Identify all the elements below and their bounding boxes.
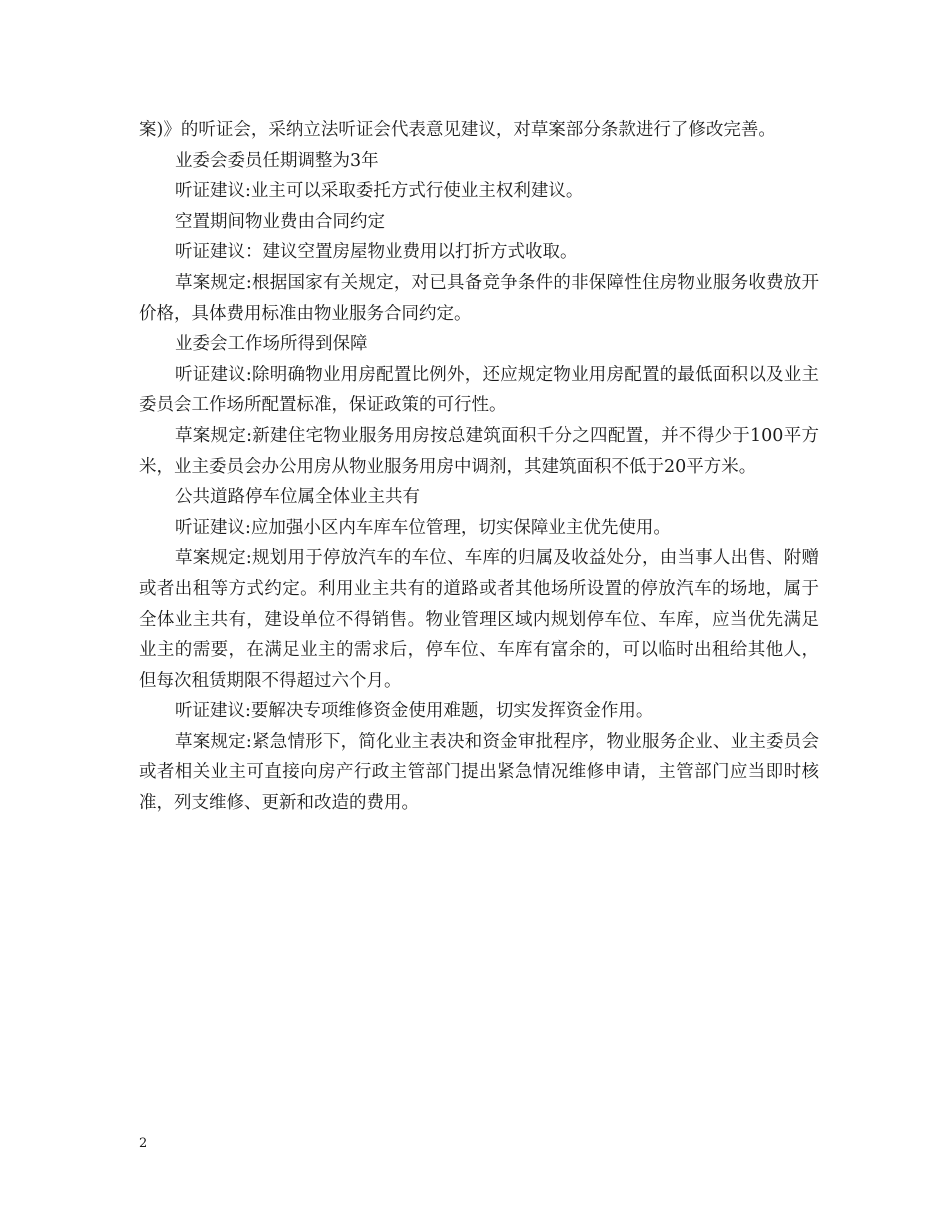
section-heading: 空置期间物业费由合同约定 [175,211,385,232]
section-heading: 业委会工作场所得到保障 [175,334,368,355]
paragraph: 案)》的听证会，采纳立法听证会代表意见建议，对草案部分条款进行了修改完善。 [139,120,776,140]
paragraph: 草案规定:根据国家有关规定，对已具备竞争条件的非保障性住房物业服务收费放开价格，具体费用标准由物业服务合同约定。 [139,272,819,324]
paragraph: 草案规定:规划用于停放汽车的车位、车库的归属及收益处分，由当事人出售、附赠或者出租等方式约定。利用业主共有的道路或者其他场所设置的停放汽车的场地，属于全体业主共有，建设单位不得销售。物业管理区域内规划停车位、车库，应当优先满足业主的需要，在满足业主的需求后，停车位、车库有富余的，可以临时出租给其他人，但每次租赁期限不得超过六个月。 [139,548,819,691]
paragraph: 草案规定:新建住宅物业服务用房按总建筑面积千分之四配置，并不得少于100平方米，业主委员会办公用房从物业服务用房中调剂，其建筑面积不低于20平方米。 [139,425,819,477]
paragraph: 听证建议:除明确物业用房配置比例外，还应规定物业用房配置的最低面积以及业主委员会工作场所配置标准，保证政策的可行性。 [139,364,819,416]
document-body [139,115,819,819]
page-number: 2 [139,1136,148,1151]
paragraph: 听证建议:应加强小区内车库车位管理，切实保障业主优先使用。 [175,517,671,538]
section-heading: 公共道路停车位属全体业主共有 [175,487,420,508]
section-heading: 业委会委员任期调整为3年 [175,150,379,171]
paragraph: 草案规定:紧急情形下，简化业主表决和资金审批程序，物业服务企业、业主委员会或者相关业主可直接向房产行政主管部门提出紧急情况维修申请，主管部门应当即时核准，列支维修、更新和改造的费用。 [139,731,819,814]
paragraph: 听证建议:要解决专项维修资金使用难题，切实发挥资金作用。 [175,701,654,722]
paragraph: 听证建议：建议空置房屋物业费用以打折方式收取。 [175,242,578,263]
paragraph: 听证建议:业主可以采取委托方式行使业主权利建议。 [175,181,584,202]
